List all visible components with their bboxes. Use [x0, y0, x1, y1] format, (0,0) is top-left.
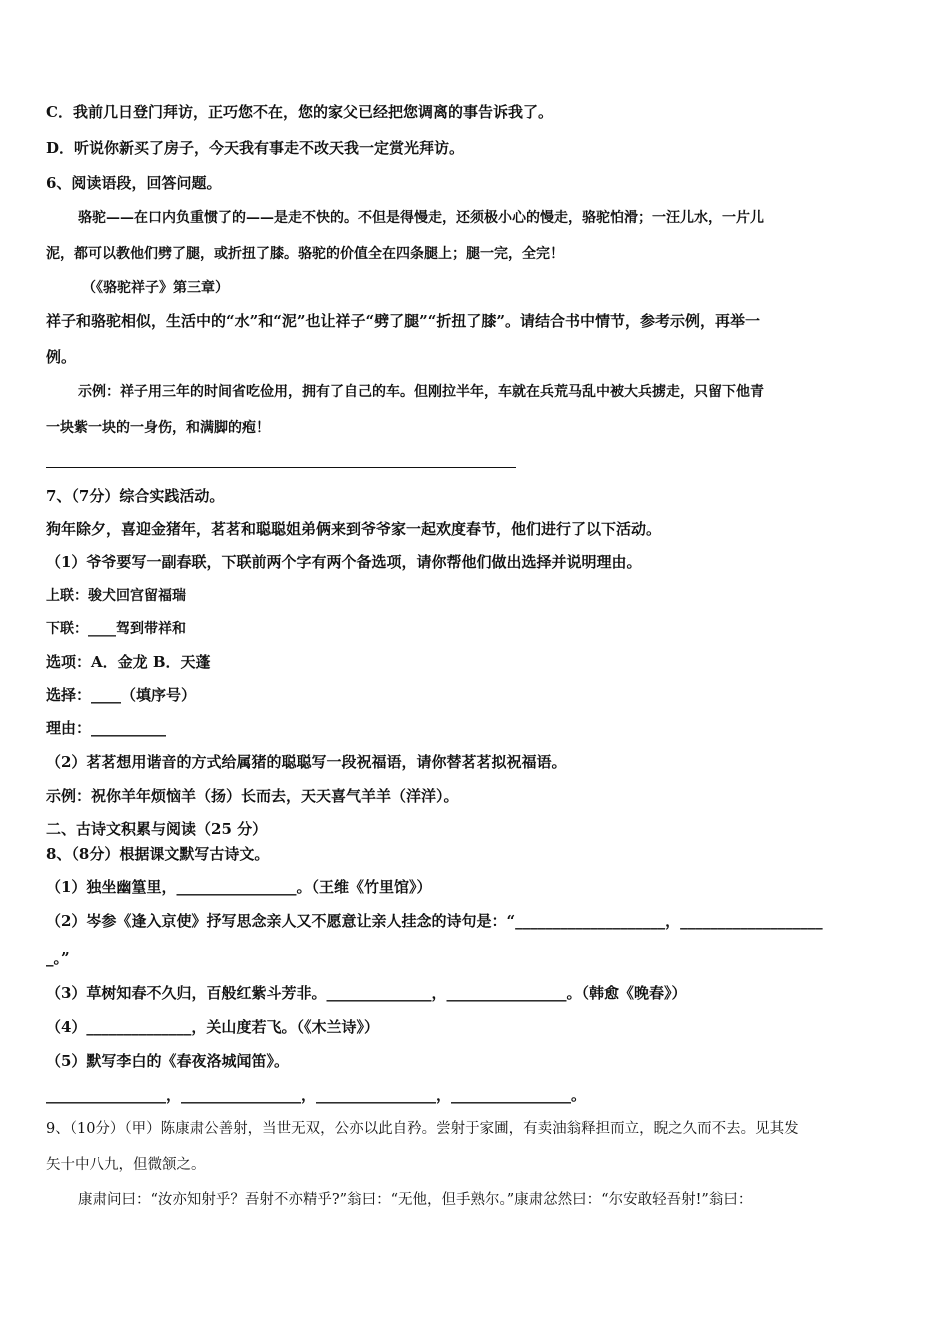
- passage-6-line-2: 泥，都可以教他们劈了腿，或折扭了膝。骆驼的价值全在四条腿上；腿一完，全完！: [46, 246, 564, 262]
- couplet-options: 选项：A．金龙 B．天蓬: [46, 653, 211, 671]
- example-7: 示例：祝你羊年烦恼羊（扬）长而去，天天喜气羊羊（洋洋）。: [46, 787, 459, 805]
- question-8-part-1: （1）独坐幽篁里，________________。（王维《竹里馆》）: [46, 878, 432, 896]
- question-8-part-2-line-2: _。”: [46, 949, 70, 967]
- option-d: D．听说你新买了房子，今天我有事走不改天我一定赏光拜访。: [46, 139, 465, 157]
- choice-blank: 选择：____（填序号）: [46, 686, 197, 704]
- question-6-title: 6、阅读语段，回答问题。: [46, 174, 222, 192]
- question-8-part-5: （5）默写李白的《春夜洛城闻笛》。: [46, 1052, 289, 1070]
- question-7-title: 7、（7分）综合实践活动。: [46, 487, 225, 505]
- option-c: C．我前几日登门拜访，正巧您不在，您的家父已经把您调离的事告诉我了。: [46, 103, 553, 121]
- question-9-line-1: 9、（10分）（甲）陈康肃公善射，当世无双，公亦以此自矜。尝射于家圃，有卖油翁释担而立，睨之久而不去。见其发: [46, 1121, 799, 1137]
- question-9-line-2: 矢十中八九，但微颔之。: [46, 1157, 206, 1173]
- lower-couplet: 下联：____驾到带祥和: [46, 621, 186, 637]
- question-8-part-4: （4）______________，关山度若飞。（《木兰诗》）: [46, 1018, 379, 1036]
- upper-couplet: 上联：骏犬回宫留福瑞: [46, 588, 186, 604]
- section-2-heading: 二、古诗文积累与阅读（25 分）: [46, 820, 268, 838]
- example-6-line-2: 一块紫一块的一身伤，和满脚的疱！: [46, 420, 270, 436]
- passage-6-source: （《骆驼祥子》第三章）: [82, 280, 229, 296]
- question-6-prompt-line-1: 祥子和骆驼相似，生活中的“水”和“泥”也让祥子“劈了腿”“折扭了膝”。请结合书中情节，参考示例，再举一: [46, 312, 761, 330]
- question-9-line-3: 康肃问曰：“汝亦知射乎？吾射不亦精乎?”翁曰：“无他，但手熟尔。”康肃忿然曰：“尔安敢轻吾射!”翁曰：: [78, 1192, 753, 1208]
- answer-line: [46, 467, 516, 468]
- passage-6-line-1: 骆驼——在口内负重惯了的——是走不快的。不但是得慢走，还须极小心的慢走，骆驼怕滑；一汪儿水，一片儿: [78, 210, 764, 226]
- question-7-part-2: （2）茗茗想用谐音的方式给属猪的聪聪写一段祝福语，请你替茗茗拟祝福语。: [46, 753, 567, 771]
- reason-blank: 理由：__________: [46, 719, 167, 737]
- question-6-prompt-line-2: 例。: [46, 348, 77, 366]
- question-8-part-2-line-1: （2）岑参《逢入京使》抒写思念亲人又不愿意让亲人挂念的诗句是：“____________________，___________________: [46, 912, 823, 930]
- question-8-title: 8、（8分）根据课文默写古诗文。: [46, 845, 270, 863]
- question-8-part-5-blanks: ________________，________________，________________，________________。: [46, 1086, 587, 1104]
- question-7-part-1: （1）爷爷要写一副春联，下联前两个字有两个备选项，请你帮他们做出选择并说明理由。: [46, 553, 642, 571]
- question-8-part-3: （3）草树知春不久归，百般红紫斗芳非。______________，________________。（韩愈《晚春》）: [46, 984, 687, 1002]
- question-7-intro: 狗年除夕，喜迎金猪年，茗茗和聪聪姐弟俩来到爷爷家一起欢度春节，他们进行了以下活动。: [46, 520, 662, 538]
- example-6-line-1: 示例：祥子用三年的时间省吃俭用，拥有了自己的车。但刚拉半年，车就在兵荒马乱中被大兵掳走，只留下他青: [78, 384, 764, 400]
